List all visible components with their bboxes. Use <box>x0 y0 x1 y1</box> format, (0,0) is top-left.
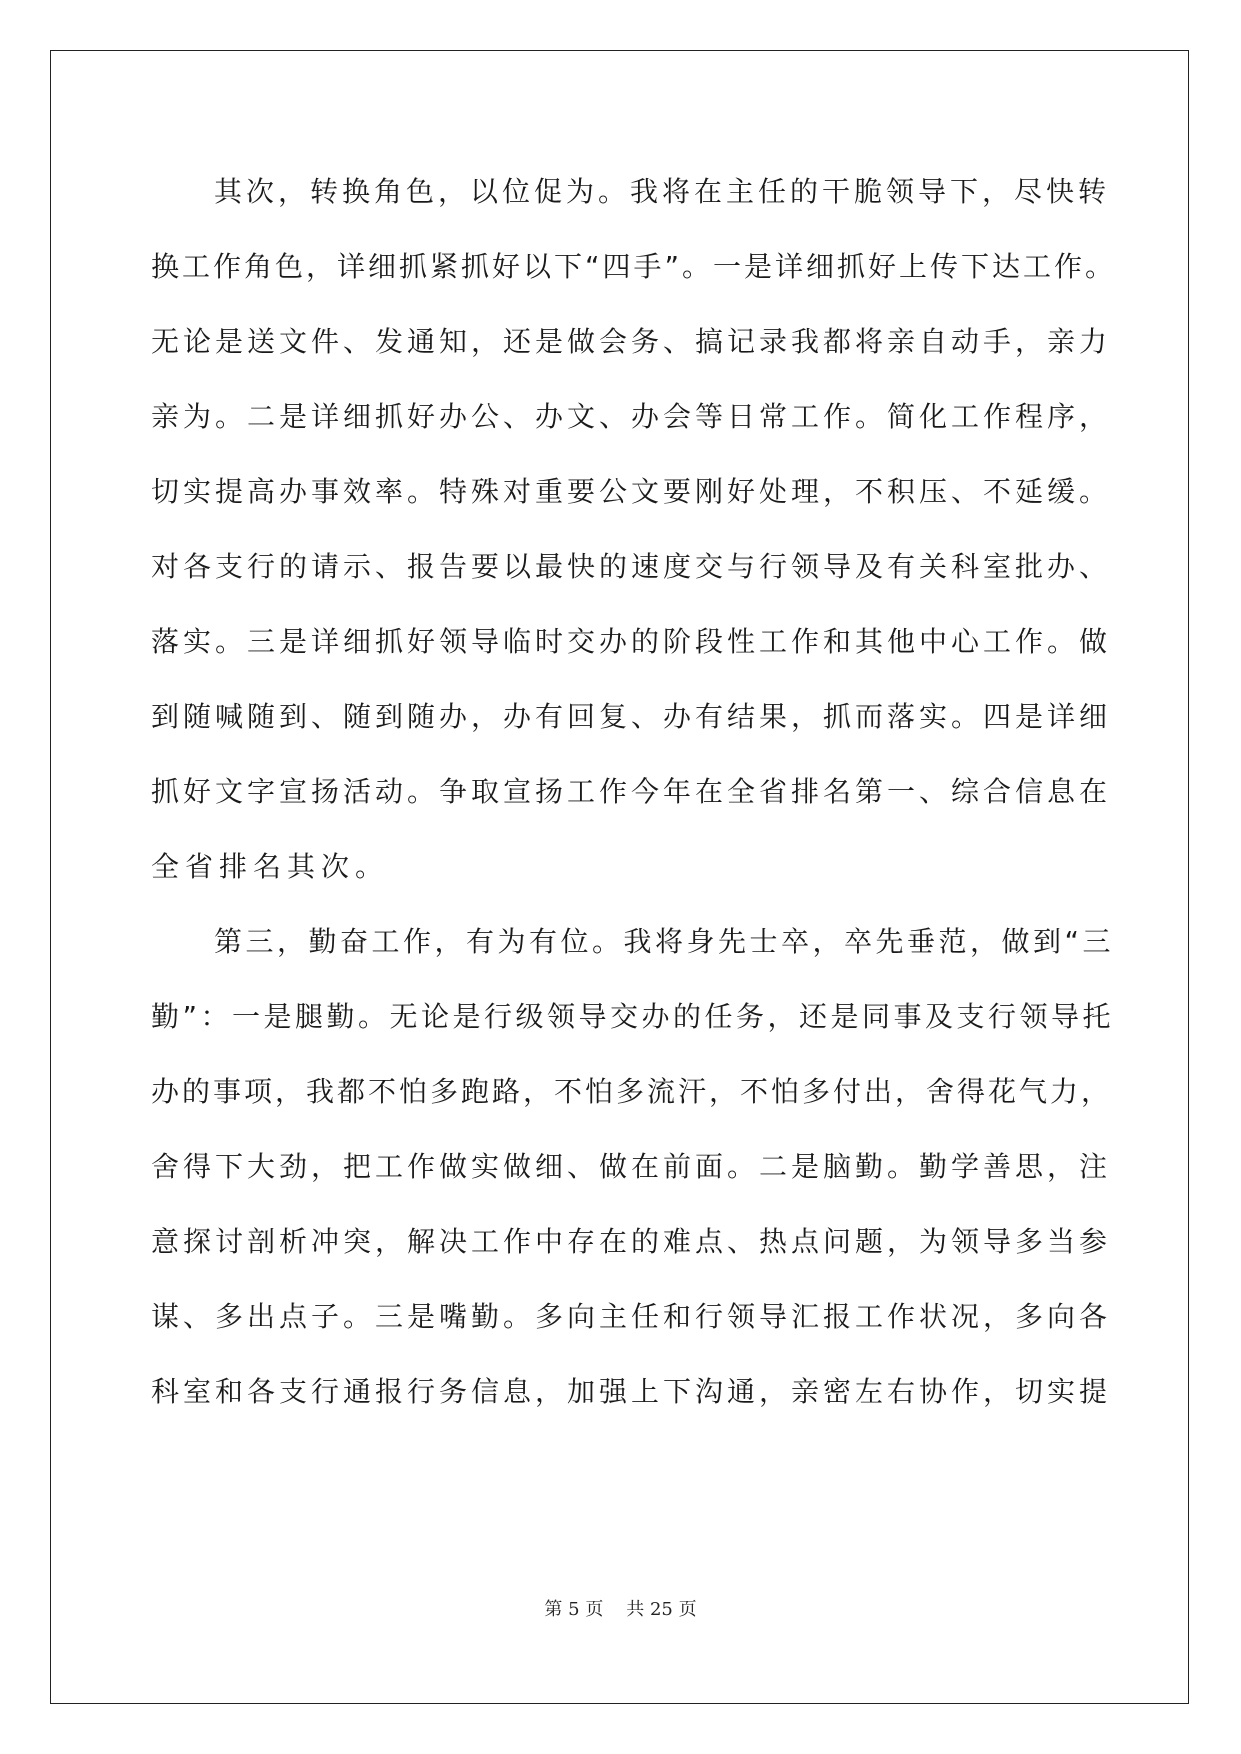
paragraph-1-line-6: 对各支行的请示、报告要以最快的速度交与行领导及有关科室批办、 <box>151 550 1112 583</box>
paragraph-2-line-5: 意探讨剖析冲突，解决工作中存在的难点、热点问题，为领导多当参 <box>151 1225 1112 1258</box>
paragraph-1-line-4: 亲为。二是详细抓好办公、办文、办会等日常工作。简化工作程序， <box>151 400 1112 433</box>
paragraph-1-line-8: 到随喊随到、随到随办，办有回复、办有结果，抓而落实。四是详细 <box>151 700 1112 733</box>
paragraph-1-line-2: 换工作角色，详细抓紧抓好以下“四手”。一是详细抓好上传下达工作。 <box>151 250 1117 283</box>
paragraph-2-line-6: 谋、多出点子。三是嘴勤。多向主任和行领导汇报工作状况，多向各 <box>151 1300 1112 1333</box>
paragraph-2-line-3: 办的事项，我都不怕多跑路，不怕多流汗，不怕多付出，舍得花气力， <box>151 1075 1113 1108</box>
paragraph-1-line-3: 无论是送文件、发通知，还是做会务、搞记录我都将亲自动手，亲力 <box>151 325 1112 358</box>
page-number: 第 5 页 <box>544 1599 604 1620</box>
paragraph-2-line-7: 科室和各支行通报行务信息，加强上下沟通，亲密左右协作，切实提 <box>151 1375 1112 1408</box>
paragraph-1-line-10: 全省排名其次。 <box>151 850 390 883</box>
paragraph-1-line-9: 抓好文字宣扬活动。争取宣扬工作今年在全省排名第一、综合信息在 <box>151 775 1112 808</box>
paragraph-1-line-1: 其次，转换角色，以位促为。我将在主任的干脆领导下，尽快转 <box>214 175 1111 208</box>
paragraph-1-line-5: 切实提高办事效率。特殊对重要公文要刚好处理，不积压、不延缓。 <box>151 475 1112 508</box>
paragraph-2-line-4: 舍得下大劲，把工作做实做细、做在前面。二是脑勤。勤学善思，注 <box>151 1150 1112 1183</box>
paragraph-2-line-1: 第三，勤奋工作，有为有位。我将身先士卒，卒先垂范，做到“三 <box>214 925 1115 958</box>
paragraph-2-line-2: 勤”：一是腿勤。无论是行级领导交办的任务，还是同事及支行领导托 <box>151 1000 1115 1033</box>
page-footer <box>0 1598 1241 1622</box>
page-total: 共 25 页 <box>626 1599 697 1620</box>
paragraph-1-line-7: 落实。三是详细抓好领导临时交办的阶段性工作和其他中心工作。做 <box>151 625 1112 658</box>
